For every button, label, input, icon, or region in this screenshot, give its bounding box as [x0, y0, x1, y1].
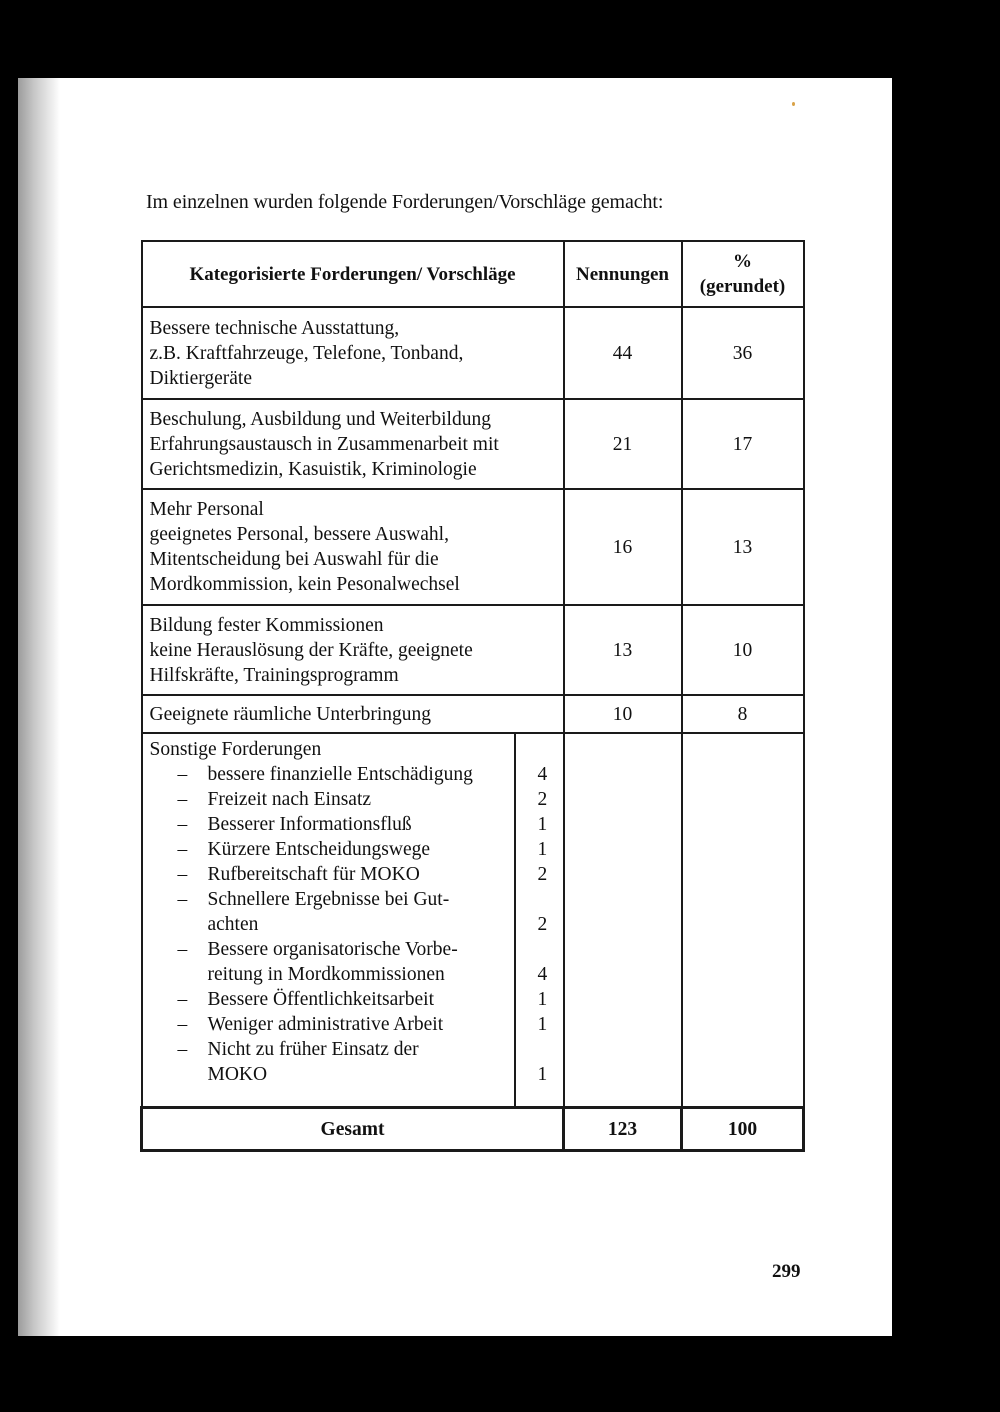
category-line: Hilfskräfte, Trainingsprogramm — [149, 664, 399, 686]
list-item — [150, 1037, 514, 1087]
item-text: bessere finanzielle Entschädigung — [207, 764, 473, 785]
intro-text: Im einzelnen wurden folgende Forderungen/Vorschläge gemacht: — [146, 191, 664, 213]
item-text: Schnellere Ergebnisse bei Gut- — [207, 889, 450, 910]
table-row — [142, 489, 804, 605]
other-percent-cell — [682, 733, 804, 1108]
item-count: 1 — [537, 839, 548, 860]
other-requests-title: Sonstige Forderungen — [149, 739, 322, 760]
list-item — [150, 837, 514, 862]
other-requests-counts — [516, 734, 563, 1106]
percent-cell: 17 — [682, 399, 804, 489]
item-text: Besserer Informationsfluß — [207, 814, 412, 835]
item-count: 2 — [537, 789, 548, 810]
total-label: Gesamt — [142, 1108, 564, 1151]
header-percent — [682, 241, 804, 307]
list-item — [150, 812, 514, 837]
other-requests-cell — [142, 733, 564, 1108]
category-cell — [142, 399, 564, 489]
table-row — [142, 399, 804, 489]
page-number: 299 — [772, 1261, 801, 1282]
item-text: achten — [207, 914, 259, 935]
dash-bullet: – — [177, 1014, 188, 1035]
mentions-cell: 16 — [564, 489, 682, 605]
percent-cell: 8 — [682, 695, 804, 733]
category-cell — [142, 605, 564, 695]
item-count: 1 — [537, 1014, 548, 1035]
category-line: Bessere technische Ausstattung, — [149, 317, 400, 339]
dash-bullet: – — [177, 939, 188, 960]
header-category: Kategorisierte Forderungen/ Vorschläge — [142, 241, 564, 307]
dash-bullet: – — [177, 989, 188, 1010]
book-page — [18, 78, 892, 1336]
list-item — [150, 787, 514, 812]
category-line: z.B. Kraftfahrzeuge, Telefone, Tonband, — [149, 342, 464, 364]
percent-cell: 10 — [682, 605, 804, 695]
table-header-row — [142, 241, 804, 307]
dash-bullet: – — [177, 764, 188, 785]
category-line: Mitentscheidung bei Auswahl für die — [149, 549, 439, 570]
ink-speck — [792, 102, 795, 106]
dash-bullet: – — [177, 1039, 188, 1060]
category-line: Gerichtsmedizin, Kasuistik, Kriminologie — [149, 458, 477, 480]
dash-bullet: – — [177, 839, 188, 860]
item-count: 4 — [537, 764, 548, 785]
item-text: Bessere Öffentlichkeitsarbeit — [207, 989, 435, 1010]
category-line: Bildung fester Kommissionen — [149, 614, 384, 636]
category-line: Geeignete räumliche Unterbringung — [149, 703, 432, 725]
dash-bullet: – — [177, 864, 188, 885]
header-percent-rounded: (gerundet) — [699, 276, 786, 297]
header-mentions: Nennungen — [564, 241, 682, 307]
item-count: 1 — [537, 1064, 548, 1085]
requests-table — [140, 240, 805, 1152]
list-item — [150, 937, 514, 987]
item-count: 2 — [537, 864, 548, 885]
page-gutter-shadow — [18, 78, 60, 1336]
table-row — [142, 605, 804, 695]
table-row — [142, 695, 804, 733]
mentions-cell: 44 — [564, 307, 682, 399]
list-item — [150, 887, 514, 937]
category-line: Mordkommission, kein Pesonalwechsel — [149, 574, 460, 595]
mentions-cell: 21 — [564, 399, 682, 489]
header-percent-symbol: % — [733, 251, 752, 272]
category-line: keine Herauslösung der Kräfte, geeignete — [149, 639, 473, 661]
category-cell — [142, 695, 564, 733]
item-text: Freizeit nach Einsatz — [207, 789, 372, 810]
other-requests-list — [143, 734, 516, 1106]
item-count: 4 — [537, 964, 548, 985]
category-cell — [142, 307, 564, 399]
percent-cell: 36 — [682, 307, 804, 399]
item-text: reitung in Mordkommissionen — [207, 964, 445, 985]
list-item — [150, 1012, 514, 1037]
other-requests-row — [142, 733, 804, 1108]
item-text: Bessere organisatorische Vorbe- — [207, 939, 458, 960]
item-count: 1 — [537, 989, 548, 1010]
dash-bullet: – — [177, 814, 188, 835]
category-line: Erfahrungsaustausch in Zusammenarbeit mit — [149, 433, 499, 455]
item-text: Weniger administrative Arbeit — [207, 1014, 444, 1035]
category-cell — [142, 489, 564, 605]
list-item — [150, 987, 514, 1012]
list-item — [150, 762, 514, 787]
item-text: Kürzere Entscheidungswege — [207, 839, 431, 860]
dash-bullet: – — [177, 889, 188, 910]
other-mentions-cell — [564, 733, 682, 1108]
category-line: Diktiergeräte — [149, 367, 253, 389]
item-text: Rufbereitschaft für MOKO — [207, 864, 420, 885]
item-text: MOKO — [207, 1064, 268, 1085]
category-line: Beschulung, Ausbildung und Weiterbildung — [149, 408, 491, 430]
mentions-cell: 13 — [564, 605, 682, 695]
item-count: 2 — [537, 914, 548, 935]
mentions-cell: 10 — [564, 695, 682, 733]
total-mentions: 123 — [564, 1108, 682, 1151]
item-text: Nicht zu früher Einsatz der — [207, 1039, 419, 1060]
category-line: Mehr Personal — [149, 499, 264, 520]
dash-bullet: – — [177, 789, 188, 810]
percent-cell: 13 — [682, 489, 804, 605]
table-row — [142, 307, 804, 399]
item-count: 1 — [537, 814, 548, 835]
total-percent: 100 — [682, 1108, 804, 1151]
total-row — [142, 1108, 804, 1151]
category-line: geeignetes Personal, bessere Auswahl, — [149, 524, 449, 545]
list-item — [150, 862, 514, 887]
